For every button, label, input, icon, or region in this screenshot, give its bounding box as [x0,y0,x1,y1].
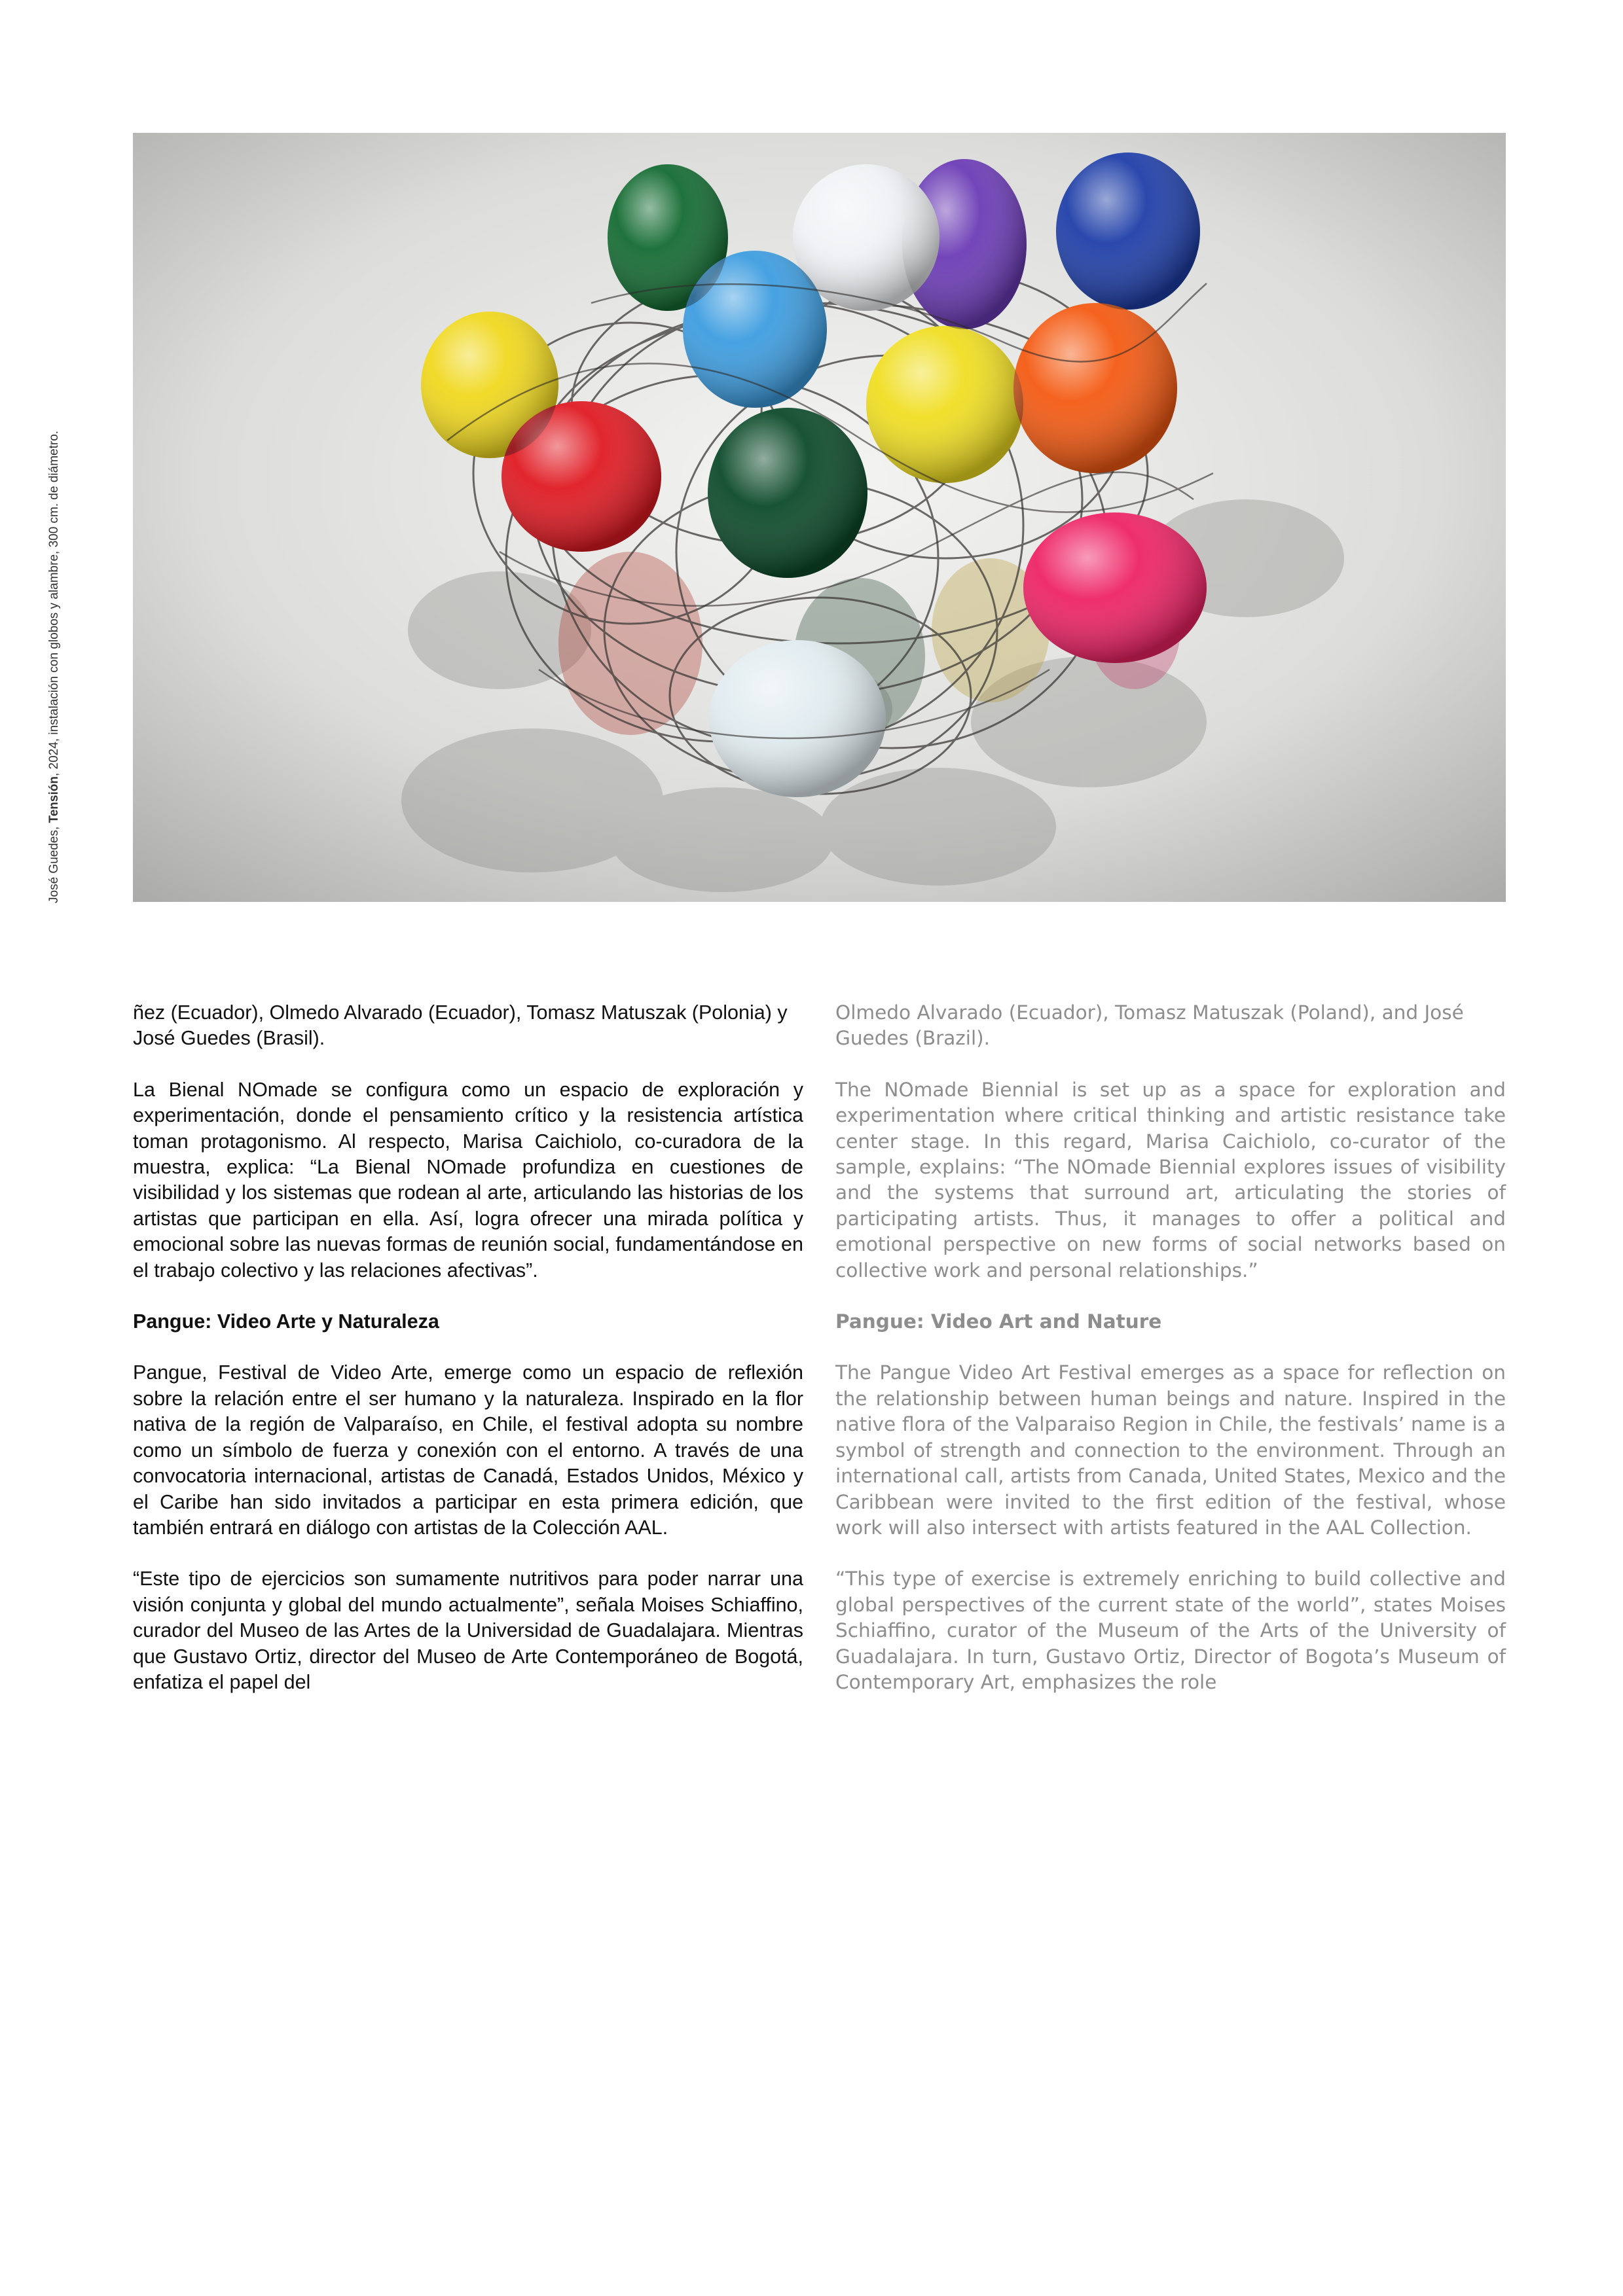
photo-caption [47,431,62,903]
spanish-paragraph-1: ñez (Ecuador), Olmedo Alvarado (Ecuador), Tomasz Matuszak (Polonia) y José Guedes (Brasil). [133,1001,788,1050]
balloons-installation-image [133,133,1506,902]
artwork-photo [133,133,1506,902]
spanish-paragraph-4: “Este tipo de ejercicios son sumamente nutritivos para poder narrar una visión conjunta y global del mundo actualmente”, señala Moises Schiaffino, curador del Museo de las Artes de la Universidad de Guadalajara. Mientras que Gustavo Ortiz, director del Museo de Arte Contemporáneo de Bogotá, enfatiza el papel del [133,1568,803,1693]
english-paragraph-3: The Pangue Video Art Festival emerges as a space for reflection on the relationship between human beings and nature. Inspired in the native flora of the Valparaiso Region in Chile, the festivals’ name is a symbol of strength and connection to the environment. Through an international call, artists from Canada, United States, Mexico and the Caribbean were invited to the first edition of the festival, whose work will also intersect with artists featured in the AAL Collection. [835,1361,1506,1539]
caption-details: , 2024, instalación con globos y alambre, 300 cm. de diámetro. [47,430,61,777]
spanish-section-heading: Pangue: Video Arte y Naturaleza [133,1310,439,1333]
english-section-heading: Pangue: Video Art and Nature [835,1310,1162,1333]
english-paragraph-2: The NOmade Biennial is set up as a space for exploration and experimentation where critical thinking and artistic resistance take center stage. In this regard, Marisa Caichiolo, co-curator of the sample, explains: “The NOmade Biennial explores issues of visibility and the systems that surround art, articulating the stories of participating artists. Thus, it manages to offer a political and emotional perspective on new forms of social networks based on collective work and personal relationships.” [835,1078,1506,1282]
spanish-paragraph-3: Pangue, Festival de Video Arte, emerge como un espacio de reflexión sobre la relación entre el ser humano y la naturaleza. Inspirado en la flor nativa de la región de Valparaíso, en Chile, el festival adopta su nombre como un símbolo de fuerza y conexión con el entorno. A través de una convocatoria internacional, artistas de Canadá, Estados Unidos, México y el Caribe han sido invitados a participar en esta primera edición, que también entrará en diálogo con artistas de la Colección AAL. [133,1361,803,1539]
english-column [835,1000,1506,1695]
spanish-column [133,1000,803,1695]
english-paragraph-4: “This type of exercise is extremely enriching to build collective and global perspectives of the current state of the world”, states Moises Schiaffino, curator of the Museum of the Arts of the University of Guadalajara. In turn, Gustavo Ortiz, Director of Bogota’s Museum of Contemporary Art, emphasizes the role [835,1568,1506,1693]
spanish-paragraph-2: La Bienal NOmade se configura como un espacio de exploración y experimentación, donde el pensamiento crítico y la resistencia artística toman protagonismo. Al respecto, Marisa Caichiolo, co-curadora de la muestra, explica: “La Bienal NOmade profundiza en cuestiones de visibilidad y los sistemas que rodean al arte, articulando las historias de los artistas que participan en ella. Así, logra ofrecer una mirada política y emocional sobre las nuevas formas de reunión social, fundamentándose en el trabajo colectivo y las relaciones afectivas”. [133,1078,803,1282]
caption-artist: José Guedes, [47,823,61,903]
english-paragraph-1: Olmedo Alvarado (Ecuador), Tomasz Matuszak (Poland), and José Guedes (Brazil). [835,1001,1464,1050]
caption-title: Tensión [47,776,61,823]
